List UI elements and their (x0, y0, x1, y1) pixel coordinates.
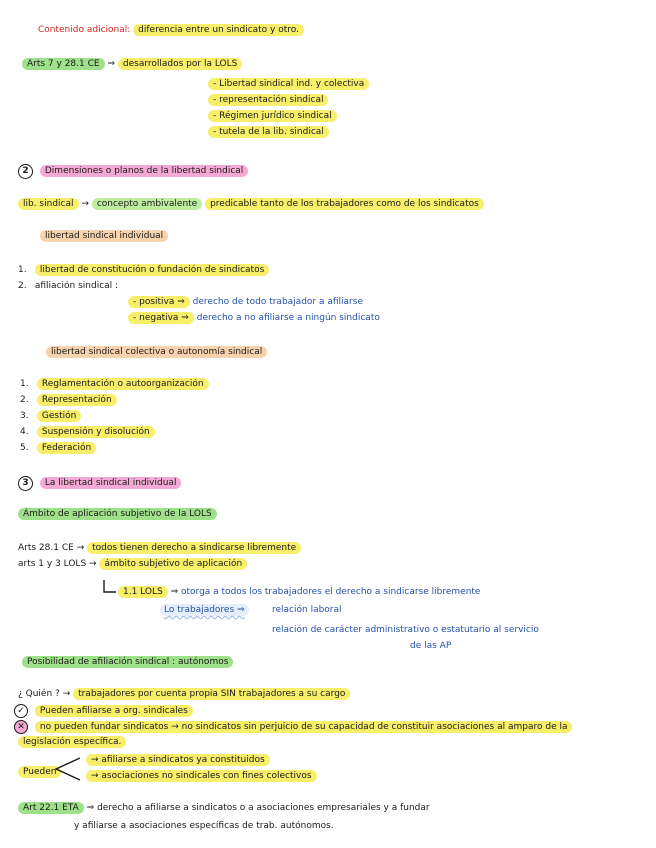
quien-line: ¿ Quién ? → trabajadores por cuenta propia SIN trabajadores a su cargo (18, 688, 350, 701)
section-3-heading (18, 476, 181, 491)
bracket-arrow-icon (100, 578, 120, 598)
afiliacion-sub-item: - positiva ⇒ derecho de todo trabajador a afiliarse (128, 296, 363, 309)
section-number-badge: 2 (18, 164, 33, 179)
lib-sindical-term: lib. sindical (18, 198, 79, 210)
arts-text: desarrollados por la LOLS (118, 58, 242, 70)
cross-icon: ✕ (14, 720, 28, 734)
additional-content-label: Contenido adicional: (38, 25, 131, 35)
individual-item: 2. afiliación sindical : (18, 281, 119, 291)
afiliacion-sub-item: - negativa ⇒ derecho a no afiliarse a ningún sindicato (128, 312, 380, 325)
ambito-title: Ámbito de aplicación subjetivo de la LOLS (18, 508, 217, 520)
art-11-line: 1.1 LOLS ⇒ otorga a todos los trabajadores el derecho a sindicarse libremente (118, 586, 480, 599)
autonomos-heading (22, 656, 233, 669)
no-fundar-line-2: legislación específica. (18, 736, 126, 749)
pueden-option: → afiliarse a sindicatos ya constituidos (86, 754, 270, 767)
final-ref: Art 22.1 ETA (18, 802, 84, 814)
lib-sindical-arrow: → (81, 199, 89, 209)
check-icon: ✓ (14, 704, 28, 718)
ambito-line: Arts 28.1 CE → todos tienen derecho a sindicarse libremente (18, 542, 301, 555)
section-number-badge: 3 (18, 476, 33, 491)
lols-item: - Régimen jurídico sindical (208, 110, 337, 123)
section-title: La libertad sindical individual (40, 477, 182, 489)
colectiva-item: 4. Suspensión y disolución (20, 426, 155, 439)
pueden-option: → asociaciones no sindicales con fines colectivos (86, 770, 317, 783)
lib-sindical-line (18, 198, 484, 211)
trabajadores-line (160, 604, 249, 617)
additional-content-text: diferencia entre un sindicato y otro. (133, 24, 304, 36)
additional-content-line (38, 24, 304, 37)
arts-arrow: ⇒ (107, 59, 116, 69)
lib-sindical-text: predicable tanto de los trabajadores como de los sindicatos (205, 198, 484, 210)
arts-lols-line (22, 58, 242, 71)
colectiva-item: 2. Representación (20, 394, 117, 407)
lols-item: - tutela de la lib. sindical (208, 126, 329, 139)
section-title: Dimensiones o planos de la libertad sindical (40, 165, 248, 177)
branch-arrow-icon (50, 756, 86, 782)
lols-item: - Libertad sindical ind. y colectiva (208, 78, 369, 91)
colectiva-heading (46, 346, 267, 359)
no-fundar-line: ✕ no pueden fundar sindicatos → no sindicatos sin perjuicio de su capacidad de constituir asociaciones al amparo de la (14, 720, 572, 734)
final-line: Art 22.1 ETA ⇒ derecho a afiliarse a sindicatos o a asociaciones empresariales y a fundar (18, 802, 430, 815)
section-2-heading (18, 164, 248, 179)
colectiva-item: 1. Reglamentación o autoorganización (20, 378, 209, 391)
individual-item: 1. libertad de constitución o fundación de sindicatos (18, 264, 269, 277)
lols-item: - representación sindical (208, 94, 328, 107)
trabajadores-relation: de las AP (410, 641, 452, 651)
pueden-afiliarse-line: ✓ Pueden afiliarse a org. sindicales (14, 704, 193, 718)
lib-sindical-concept: concepto ambivalente (92, 198, 202, 210)
colectiva-title: libertad sindical colectiva o autonomía sindical (46, 346, 267, 358)
trabajadores-term: Lo trabajadores ⇒ (160, 604, 249, 616)
individual-title: libertad sindical individual (40, 230, 168, 242)
individual-heading (40, 230, 168, 243)
colectiva-item: 3. Gestión (20, 410, 81, 423)
colectiva-item: 5. Federación (20, 442, 96, 455)
ambito-line: arts 1 y 3 LOLS → ámbito subjetivo de aplicación (18, 558, 247, 571)
pueden-label: Pueden (18, 766, 61, 779)
final-line-2: y afiliarse a asociaciones específicas de trab. autónomos. (74, 821, 334, 831)
trabajadores-relation: relación laboral (272, 605, 342, 615)
trabajadores-relation: relación de carácter administrativo o estatutario al servicio (272, 625, 539, 635)
autonomos-title: Posibilidad de afiliación sindical : autónomos (22, 656, 233, 668)
arts-ref: Arts 7 y 28.1 CE (22, 58, 105, 70)
ambito-heading (18, 508, 217, 521)
